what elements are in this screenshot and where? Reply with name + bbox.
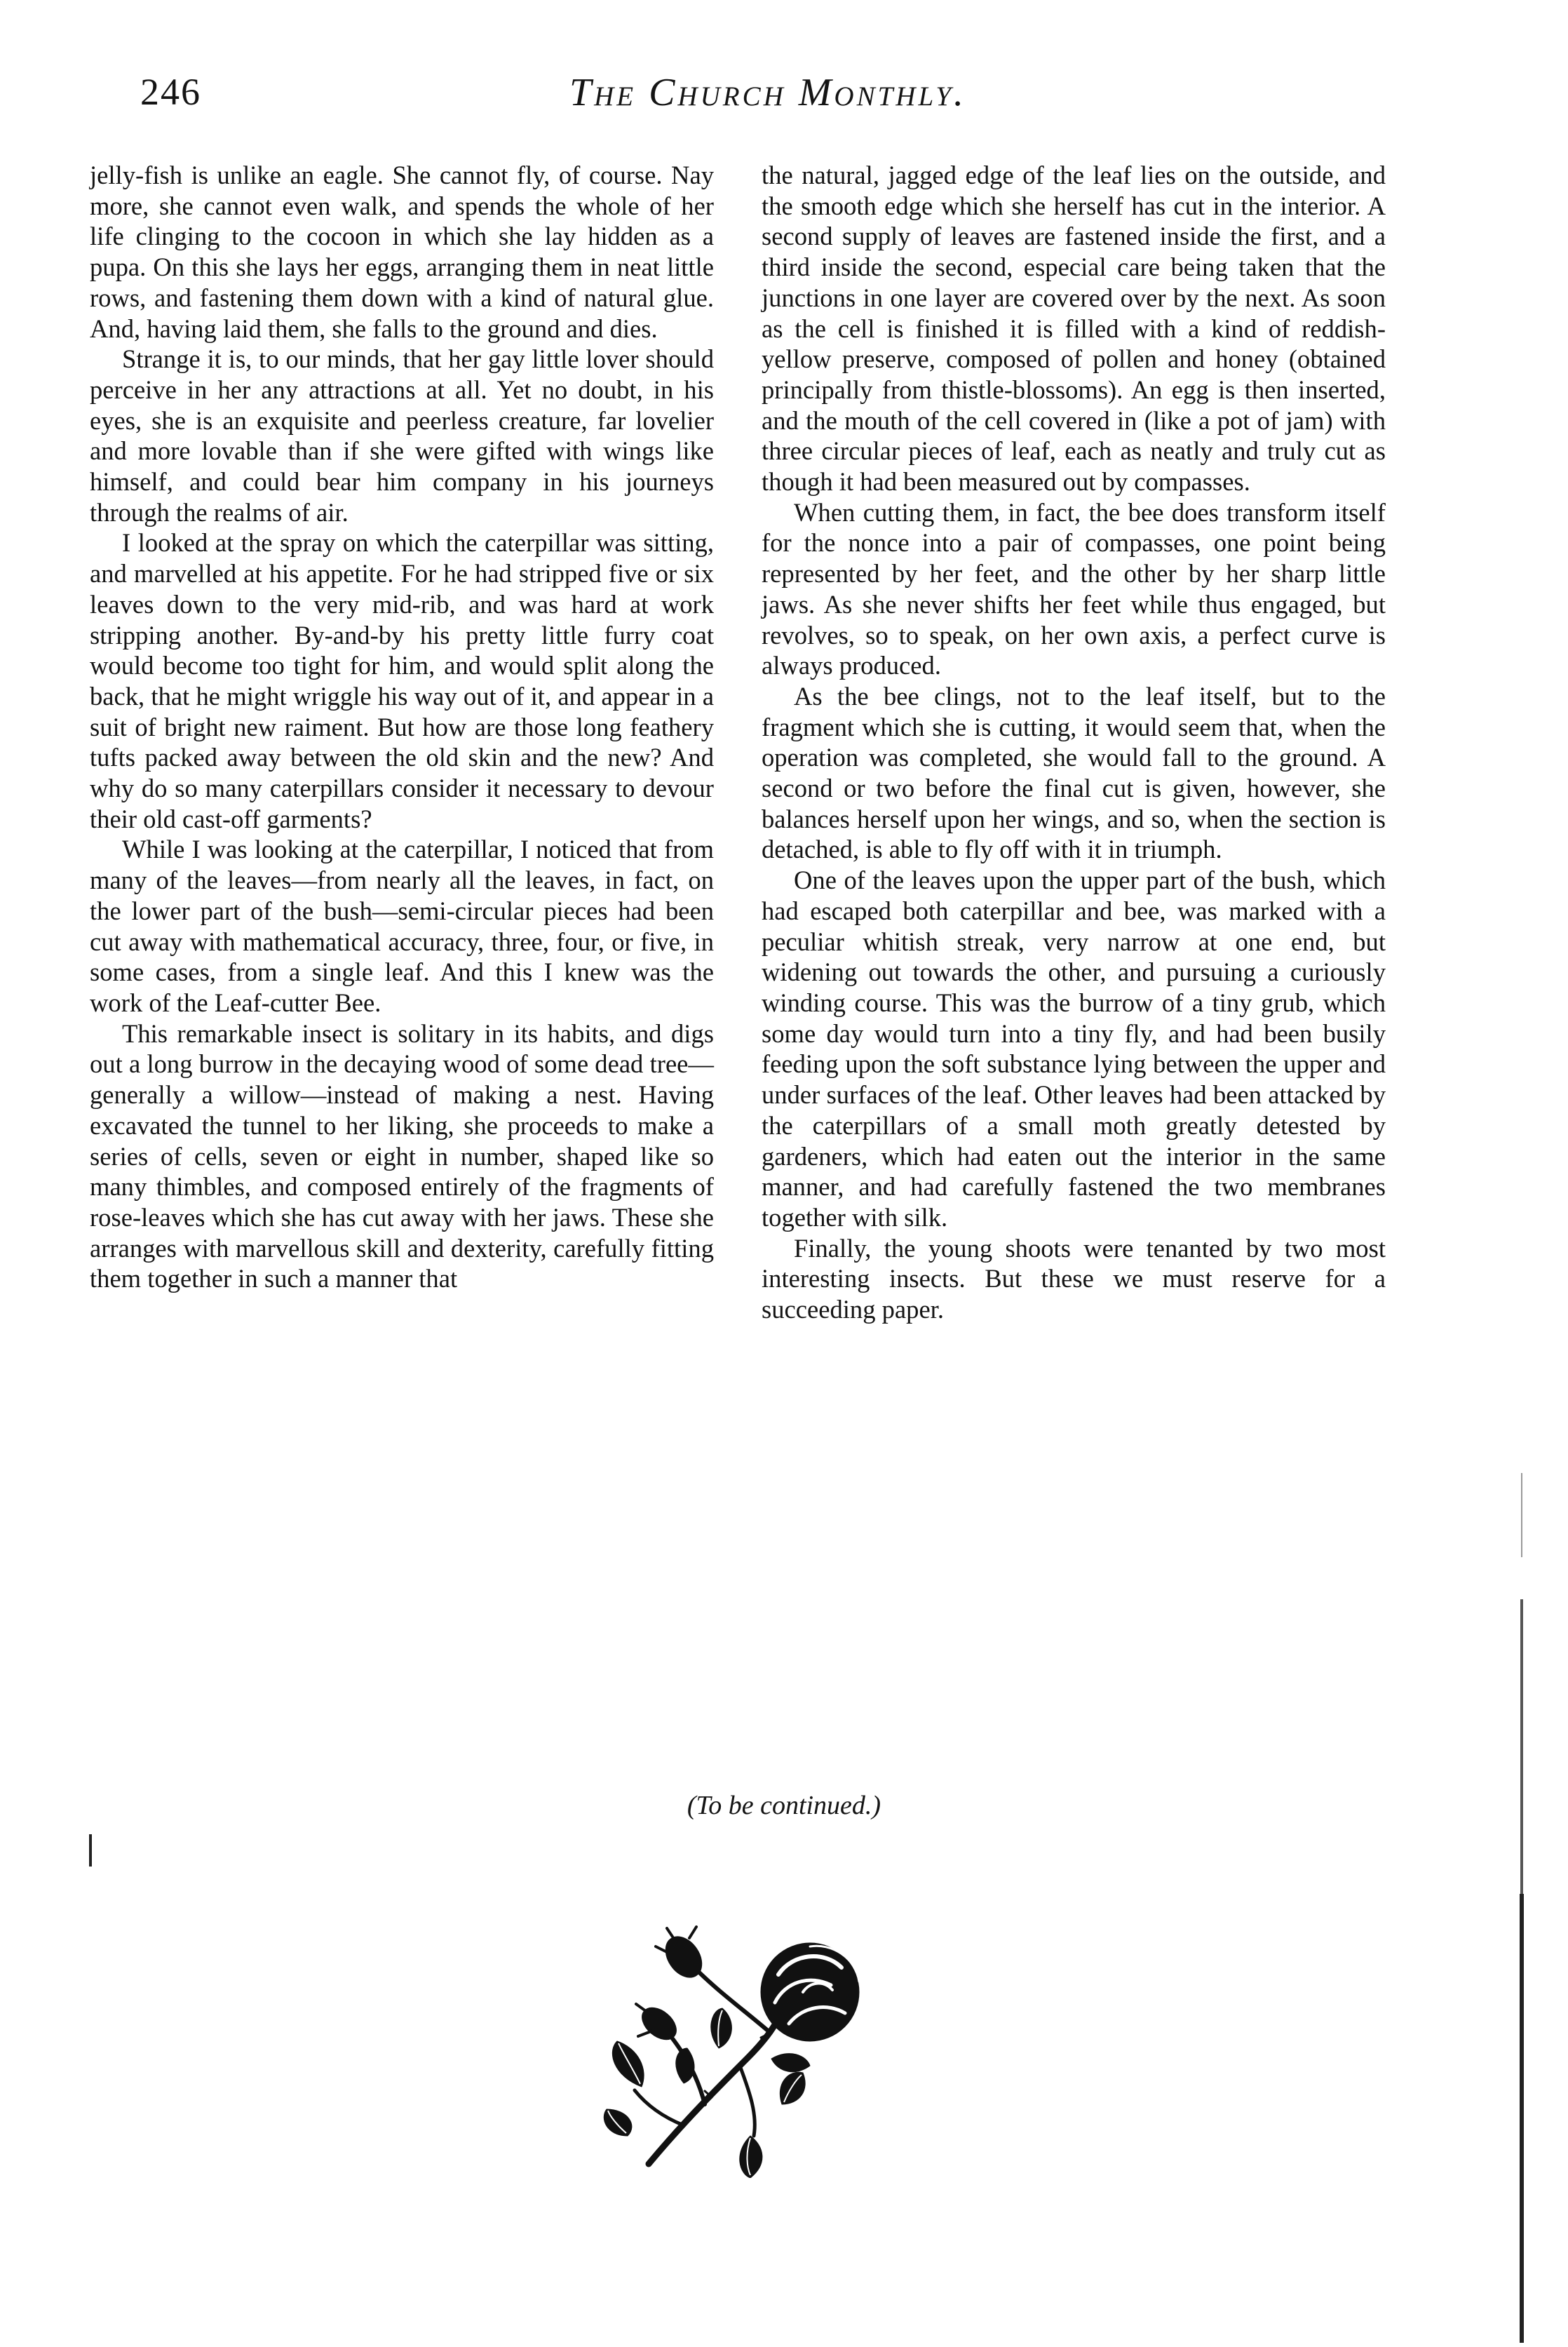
paragraph: the natural, jagged edge of the leaf lies on the outside, and the smooth edge which she herself has cut in the interior. A second supply of leaves are fastened inside the first, and a third inside the second, especial care being taken that the junctions in one layer are covered over by the next. As soon as the cell is finished it is filled with a kind of reddish-yellow preserve, composed of pollen and honey (obtained principally from thistle-blossoms). An egg is then inserted, and the mouth of the cell covered in (like a pot of jam) with three circular pieces of leaf, each as neatly and truly cut as though it had been measured out by compasses. <box>762 161 1386 497</box>
running-title: The Church Monthly. <box>569 71 967 114</box>
paragraph: While I was looking at the caterpillar, I noticed that from many of the leaves—from nearly all the leaves, in fact, on the lower part of the bush—semi-circular pieces had been cut away with mathematical accuracy, three, four, or five, in some cases, from a single leaf. And this I knew was the work of the Leaf-cutter Bee. <box>90 835 714 1017</box>
paragraph: Finally, the young shoots were tenanted by two most interesting insects. But these we must reserve for a succeeding paper. <box>762 1233 1386 1324</box>
paragraph: When cutting them, in fact, the bee does transform itself for the nonce into a pair of compasses, one point being represented by her feet, and the other by her sharp little jaws. As she never shifts her feet while thus engaged, but revolves, so to speak, on her own axis, a perfect curve is always produced. <box>762 497 1386 680</box>
paragraph: As the bee clings, not to the leaf itself, but to the fragment which she is cutting, it would seem that, when the operation was completed, she would fall to the ground. A second or two before the final cut is given, however, she balances herself upon her wings, and so, when the section is detached, is able to fly off with it in triumph. <box>762 681 1386 864</box>
margin-mark <box>89 1834 92 1867</box>
article-body <box>90 160 1422 1780</box>
page-header <box>119 70 1417 133</box>
right-column <box>762 160 1386 1325</box>
left-column <box>90 160 714 1294</box>
paragraph: jelly-fish is unlike an eagle. She cannot fly, of course. Nay more, she cannot even walk, and spends the whole of her life clinging to the cocoon in which she lay hidden as a pupa. On this she lays her eggs, arranging them in neat little rows, and fastening them down with a kind of natural glue. And, having laid them, she falls to the ground and dies. <box>90 161 714 343</box>
rose-spray-icon <box>600 1925 894 2178</box>
page-number: 246 <box>140 71 201 113</box>
paragraph: This remarkable insect is solitary in its habits, and digs out a long burrow in the decaying wood of some dead tree—generally a willow—instead of making a nest. Having excavated the tunnel to her liking, she proceeds to make a series of cells, seven or eight in number, shaped like so many thimbles, and composed entirely of the fragments of rose-leaves which she has cut away with her jaws. These she arranges with marvellous skill and dexterity, carefully fitting them together in such a manner that <box>90 1018 714 1293</box>
paragraph: I looked at the spray on which the caterpillar was sitting, and marvelled at his appetite. For he had stripped five or six leaves down to the very mid-rib, and was hard at work stripping another. By-and-by his pretty little furry coat would become too tight for him, and would split along the back, that he might wriggle his way out of it, and appear in a suit of bright new raiment. But how are those long feathery tufts packed away between the old skin and the new? And why do so many caterpillars consider it necessary to devour their old cast-off garments? <box>90 528 714 833</box>
paragraph: Strange it is, to our minds, that her gay little lover should perceive in her any attractions at all. Yet no doubt, in his eyes, she is an exquisite and peerless creature, far lovelier and more lovable than if she were gifted with wings like himself, and could bear him company in his journeys through the realms of air. <box>90 344 714 527</box>
to-be-continued-note: (To be continued.) <box>687 1791 881 1820</box>
paragraph: One of the leaves upon the upper part of the bush, which had escaped both caterpillar and bee, was marked with a peculiar whitish streak, very narrow at one end, but widening out towards the other, and pursuing a curiously winding course. This was the burrow of a tiny grub, which some day would turn into a tiny fly, and had been busily feeding upon the soft substance lying between the upper and under surfaces of the leaf. Other leaves had been attacked by the caterpillars of a small moth greatly detested by gardeners, which had eaten out the interior in the same manner, and had carefully fastened the two membranes together with silk. <box>762 866 1386 1232</box>
page-edge-shadow <box>1519 1473 1526 2343</box>
